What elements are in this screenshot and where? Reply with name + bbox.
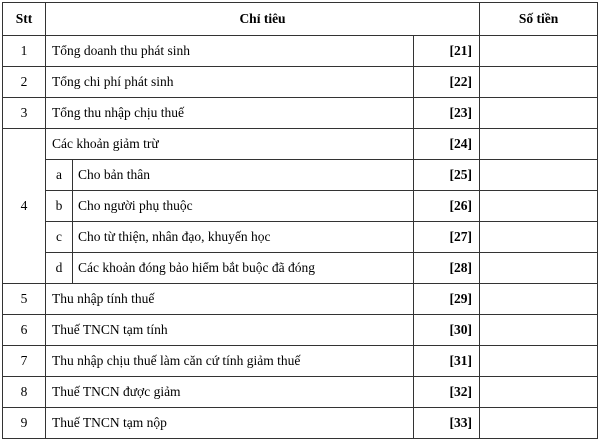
- row-code: [33]: [414, 408, 480, 439]
- table-row: [3, 377, 598, 408]
- table-row: [3, 98, 598, 129]
- header-row: [3, 3, 598, 36]
- row-label: Thu nhập chịu thuế làm căn cứ tính giảm thuế: [46, 346, 414, 377]
- amount-cell[interactable]: [480, 346, 598, 377]
- table-row: [3, 67, 598, 98]
- sub-row: [3, 160, 598, 191]
- amount-cell[interactable]: [480, 408, 598, 439]
- table-row: [3, 408, 598, 439]
- sub-letter: b: [46, 191, 73, 222]
- sub-code: [25]: [414, 160, 480, 191]
- row-stt: 5: [3, 284, 46, 315]
- sub-row: [3, 222, 598, 253]
- row-stt: 8: [3, 377, 46, 408]
- sub-code: [26]: [414, 191, 480, 222]
- sub-label: Cho người phụ thuộc: [73, 191, 414, 222]
- sub-code: [27]: [414, 222, 480, 253]
- row-label: Tổng chi phí phát sinh: [46, 67, 414, 98]
- row-code: [30]: [414, 315, 480, 346]
- row-label: Thuế TNCN được giảm: [46, 377, 414, 408]
- row-label: Tổng thu nhập chịu thuế: [46, 98, 414, 129]
- table-row: [3, 129, 598, 160]
- sub-letter: c: [46, 222, 73, 253]
- amount-cell[interactable]: [480, 129, 598, 160]
- sub-row: [3, 253, 598, 284]
- amount-cell[interactable]: [480, 67, 598, 98]
- amount-cell[interactable]: [480, 284, 598, 315]
- tax-declaration-table: [2, 2, 598, 439]
- table-row: [3, 284, 598, 315]
- row-code: [23]: [414, 98, 480, 129]
- header-so-tien: Số tiền: [480, 3, 598, 36]
- sub-letter: a: [46, 160, 73, 191]
- amount-cell[interactable]: [480, 222, 598, 253]
- header-stt: Stt: [3, 3, 46, 36]
- row-stt: 7: [3, 346, 46, 377]
- row-stt: 3: [3, 98, 46, 129]
- row-stt: 4: [3, 129, 46, 284]
- table-row: [3, 346, 598, 377]
- row-label: Các khoản giảm trừ: [46, 129, 414, 160]
- row-stt: 2: [3, 67, 46, 98]
- row-code: [29]: [414, 284, 480, 315]
- row-stt: 6: [3, 315, 46, 346]
- amount-cell[interactable]: [480, 36, 598, 67]
- row-code: [24]: [414, 129, 480, 160]
- row-stt: 1: [3, 36, 46, 67]
- row-code: [32]: [414, 377, 480, 408]
- row-stt: 9: [3, 408, 46, 439]
- sub-letter: d: [46, 253, 73, 284]
- sub-code: [28]: [414, 253, 480, 284]
- sub-label: Cho từ thiện, nhân đạo, khuyến học: [73, 222, 414, 253]
- table-row: [3, 36, 598, 67]
- row-code: [22]: [414, 67, 480, 98]
- amount-cell[interactable]: [480, 98, 598, 129]
- amount-cell[interactable]: [480, 315, 598, 346]
- row-label: Thu nhập tính thuế: [46, 284, 414, 315]
- row-label: Tổng doanh thu phát sinh: [46, 36, 414, 67]
- amount-cell[interactable]: [480, 191, 598, 222]
- row-label: Thuế TNCN tạm tính: [46, 315, 414, 346]
- sub-row: [3, 191, 598, 222]
- sub-label: Các khoản đóng bảo hiểm bắt buộc đã đóng: [73, 253, 414, 284]
- amount-cell[interactable]: [480, 377, 598, 408]
- row-code: [31]: [414, 346, 480, 377]
- table-row: [3, 315, 598, 346]
- row-label: Thuế TNCN tạm nộp: [46, 408, 414, 439]
- amount-cell[interactable]: [480, 160, 598, 191]
- row-code: [21]: [414, 36, 480, 67]
- sub-label: Cho bản thân: [73, 160, 414, 191]
- amount-cell[interactable]: [480, 253, 598, 284]
- header-chi-tieu: Chỉ tiêu: [46, 3, 480, 36]
